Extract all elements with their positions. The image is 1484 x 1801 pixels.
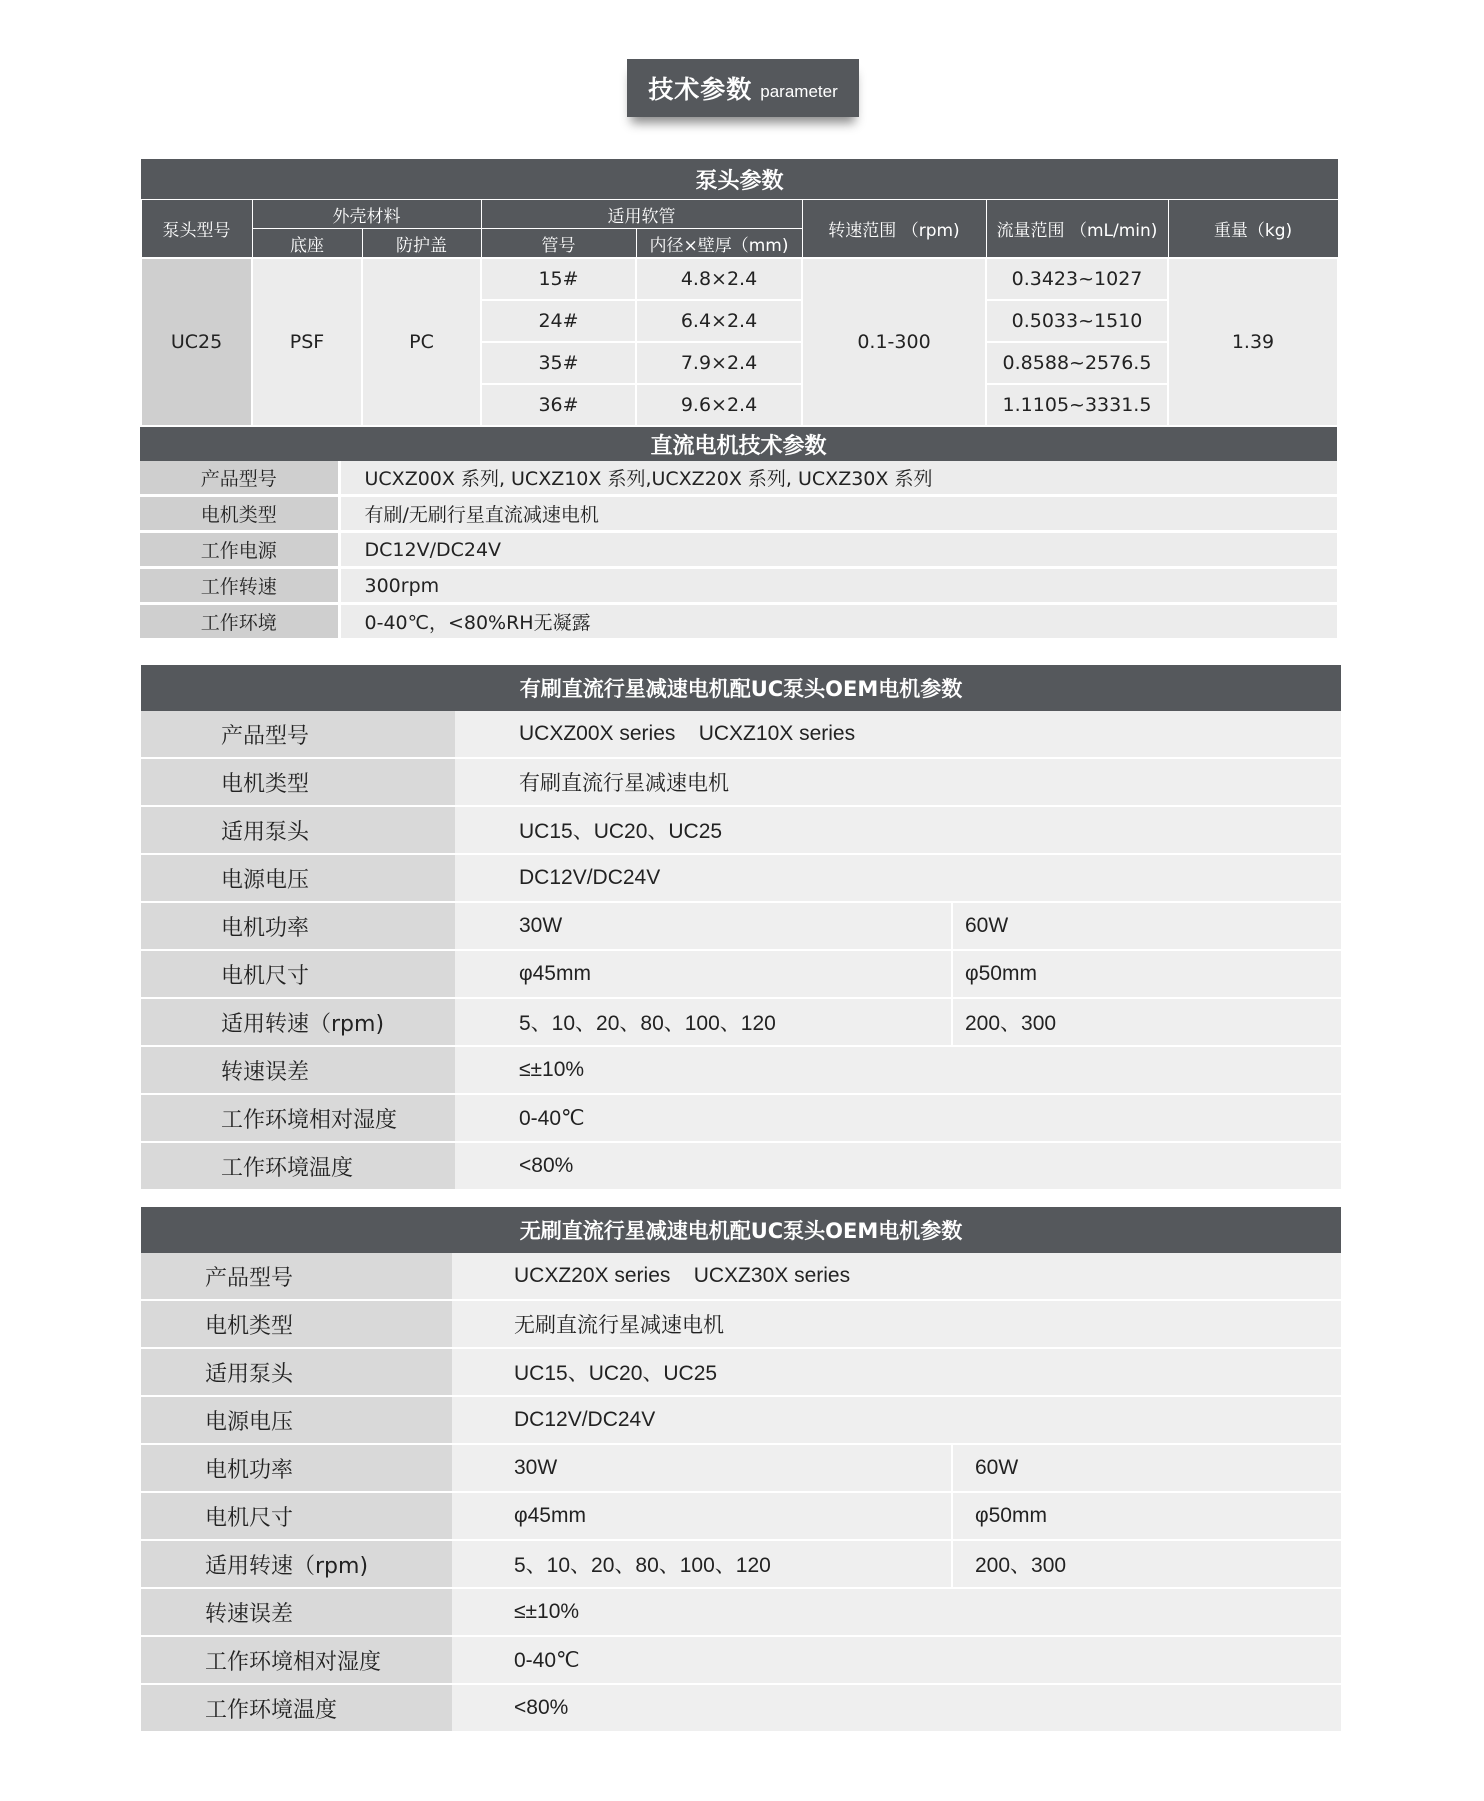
table-row (141, 806, 1341, 854)
table-row (141, 1636, 1341, 1684)
tube-number: 24# (481, 300, 636, 342)
table-row (141, 1684, 1341, 1732)
row-value: <80% (455, 1142, 1341, 1190)
row-label: 工作环境相对湿度 (141, 1094, 455, 1142)
table-row (141, 1588, 1341, 1636)
row-label: 产品型号 (141, 1253, 452, 1300)
pump-head-table (140, 159, 1339, 427)
table-row (141, 1492, 1341, 1540)
column-header: 底座 (252, 229, 362, 259)
flow-range: 0.5033~1510 (986, 300, 1168, 342)
row-label: 工作环境 (140, 604, 339, 640)
column-header: 重量（kg) (1168, 200, 1338, 259)
row-value-alt: 200、300 (952, 998, 1341, 1046)
row-value: 30W (455, 902, 952, 950)
row-value: 0-40℃，<80%RH无凝露 (339, 604, 1337, 640)
table-row (141, 950, 1341, 998)
row-value: UCXZ20X series UCXZ30X series (452, 1253, 1341, 1300)
row-value: φ45mm (455, 950, 952, 998)
row-value: UCXZ00X 系列, UCXZ10X 系列,UCXZ20X 系列, UCXZ30X 系列 (339, 461, 1337, 496)
row-label: 工作环境温度 (141, 1684, 452, 1732)
row-label: 适用转速（rpm) (141, 1540, 452, 1588)
table-row (141, 258, 1338, 300)
section-title-badge (627, 59, 859, 117)
table-row (141, 711, 1341, 758)
row-value: 无刷直流行星减速电机 (452, 1300, 1341, 1348)
section-title: 技术参数 (648, 75, 753, 104)
row-label: 转速误差 (141, 1046, 455, 1094)
row-value: <80% (452, 1684, 1341, 1732)
table-row (141, 1300, 1341, 1348)
table-row (140, 532, 1337, 568)
row-label: 工作环境相对湿度 (141, 1636, 452, 1684)
row-value: DC12V/DC24V (455, 854, 1341, 902)
row-label: 电机类型 (140, 496, 339, 532)
column-header: 管号 (481, 229, 636, 259)
row-value-alt: φ50mm (952, 1492, 1341, 1540)
weight: 1.39 (1168, 258, 1338, 426)
row-value: ≤±10% (452, 1588, 1341, 1636)
row-label: 工作环境温度 (141, 1142, 455, 1190)
table-row (141, 1348, 1341, 1396)
tube-number: 36# (481, 384, 636, 426)
row-value: 0-40℃ (452, 1636, 1341, 1684)
row-value: φ45mm (452, 1492, 952, 1540)
column-header: 适用软管 (481, 200, 802, 229)
row-value: UCXZ00X series UCXZ10X series (455, 711, 1341, 758)
row-label: 适用泵头 (141, 806, 455, 854)
row-value: DC12V/DC24V (339, 532, 1337, 568)
table-row (141, 758, 1341, 806)
column-header: 泵头型号 (141, 200, 252, 259)
row-value: 0-40℃ (455, 1094, 1341, 1142)
row-value-alt: 60W (952, 1444, 1341, 1492)
row-label: 电机尺寸 (141, 1492, 452, 1540)
row-label: 电源电压 (141, 1396, 452, 1444)
table-caption: 有刷直流行星减速电机配UC泵头OEM电机参数 (141, 665, 1341, 711)
tube-number: 35# (481, 342, 636, 384)
table-row (141, 1540, 1341, 1588)
flow-range: 0.3423~1027 (986, 258, 1168, 300)
row-value-alt: φ50mm (952, 950, 1341, 998)
tube-number: 15# (481, 258, 636, 300)
row-value: DC12V/DC24V (452, 1396, 1341, 1444)
row-label: 电机尺寸 (141, 950, 455, 998)
table-row (140, 568, 1337, 604)
row-value: UC15、UC20、UC25 (452, 1348, 1341, 1396)
row-value: 5、10、20、80、100、120 (452, 1540, 952, 1588)
row-label: 工作电源 (140, 532, 339, 568)
row-value: 30W (452, 1444, 952, 1492)
row-label: 电源电压 (141, 854, 455, 902)
speed-range: 0.1-300 (802, 258, 986, 426)
table-row (140, 604, 1337, 640)
row-value: ≤±10% (455, 1046, 1341, 1094)
table-row (141, 1046, 1341, 1094)
column-header: 防护盖 (362, 229, 481, 259)
dc-motor-table (140, 427, 1337, 641)
section-subtitle: parameter (760, 82, 838, 101)
table-row (141, 998, 1341, 1046)
row-label: 电机类型 (141, 1300, 452, 1348)
column-header: 流量范围 （mL/min) (986, 200, 1168, 259)
table-caption: 直流电机技术参数 (140, 427, 1337, 461)
table-caption: 无刷直流行星减速电机配UC泵头OEM电机参数 (141, 1207, 1341, 1253)
table-row (141, 1094, 1341, 1142)
brushless-motor-table (141, 1207, 1341, 1733)
pump-model: UC25 (141, 258, 252, 426)
cover-material: PC (362, 258, 481, 426)
row-value: 5、10、20、80、100、120 (455, 998, 952, 1046)
row-value: 有刷直流行星减速电机 (455, 758, 1341, 806)
row-label: 电机功率 (141, 1444, 452, 1492)
table-row (141, 1253, 1341, 1300)
row-value: UC15、UC20、UC25 (455, 806, 1341, 854)
row-label: 适用转速（rpm) (141, 998, 455, 1046)
row-label: 电机功率 (141, 902, 455, 950)
tube-size: 6.4×2.4 (636, 300, 802, 342)
row-label: 工作转速 (140, 568, 339, 604)
table-row (141, 902, 1341, 950)
column-header: 转速范围 （rpm) (802, 200, 986, 259)
row-value-alt: 60W (952, 902, 1341, 950)
flow-range: 0.8588~2576.5 (986, 342, 1168, 384)
base-material: PSF (252, 258, 362, 426)
row-label: 产品型号 (141, 711, 455, 758)
tube-size: 9.6×2.4 (636, 384, 802, 426)
tube-size: 7.9×2.4 (636, 342, 802, 384)
brushed-motor-table (141, 665, 1341, 1191)
table-row (141, 854, 1341, 902)
row-label: 适用泵头 (141, 1348, 452, 1396)
row-value: 有刷/无刷行星直流减速电机 (339, 496, 1337, 532)
column-header: 外壳材料 (252, 200, 481, 229)
table-row (140, 461, 1337, 496)
table-row (141, 1142, 1341, 1190)
flow-range: 1.1105~3331.5 (986, 384, 1168, 426)
table-row (141, 1396, 1341, 1444)
row-label: 转速误差 (141, 1588, 452, 1636)
row-value-alt: 200、300 (952, 1540, 1341, 1588)
row-value: 300rpm (339, 568, 1337, 604)
table-caption: 泵头参数 (141, 159, 1338, 200)
row-label: 电机类型 (141, 758, 455, 806)
tube-size: 4.8×2.4 (636, 258, 802, 300)
table-row (140, 496, 1337, 532)
table-row (141, 1444, 1341, 1492)
row-label: 产品型号 (140, 461, 339, 496)
column-header: 内径×壁厚（mm) (636, 229, 802, 259)
